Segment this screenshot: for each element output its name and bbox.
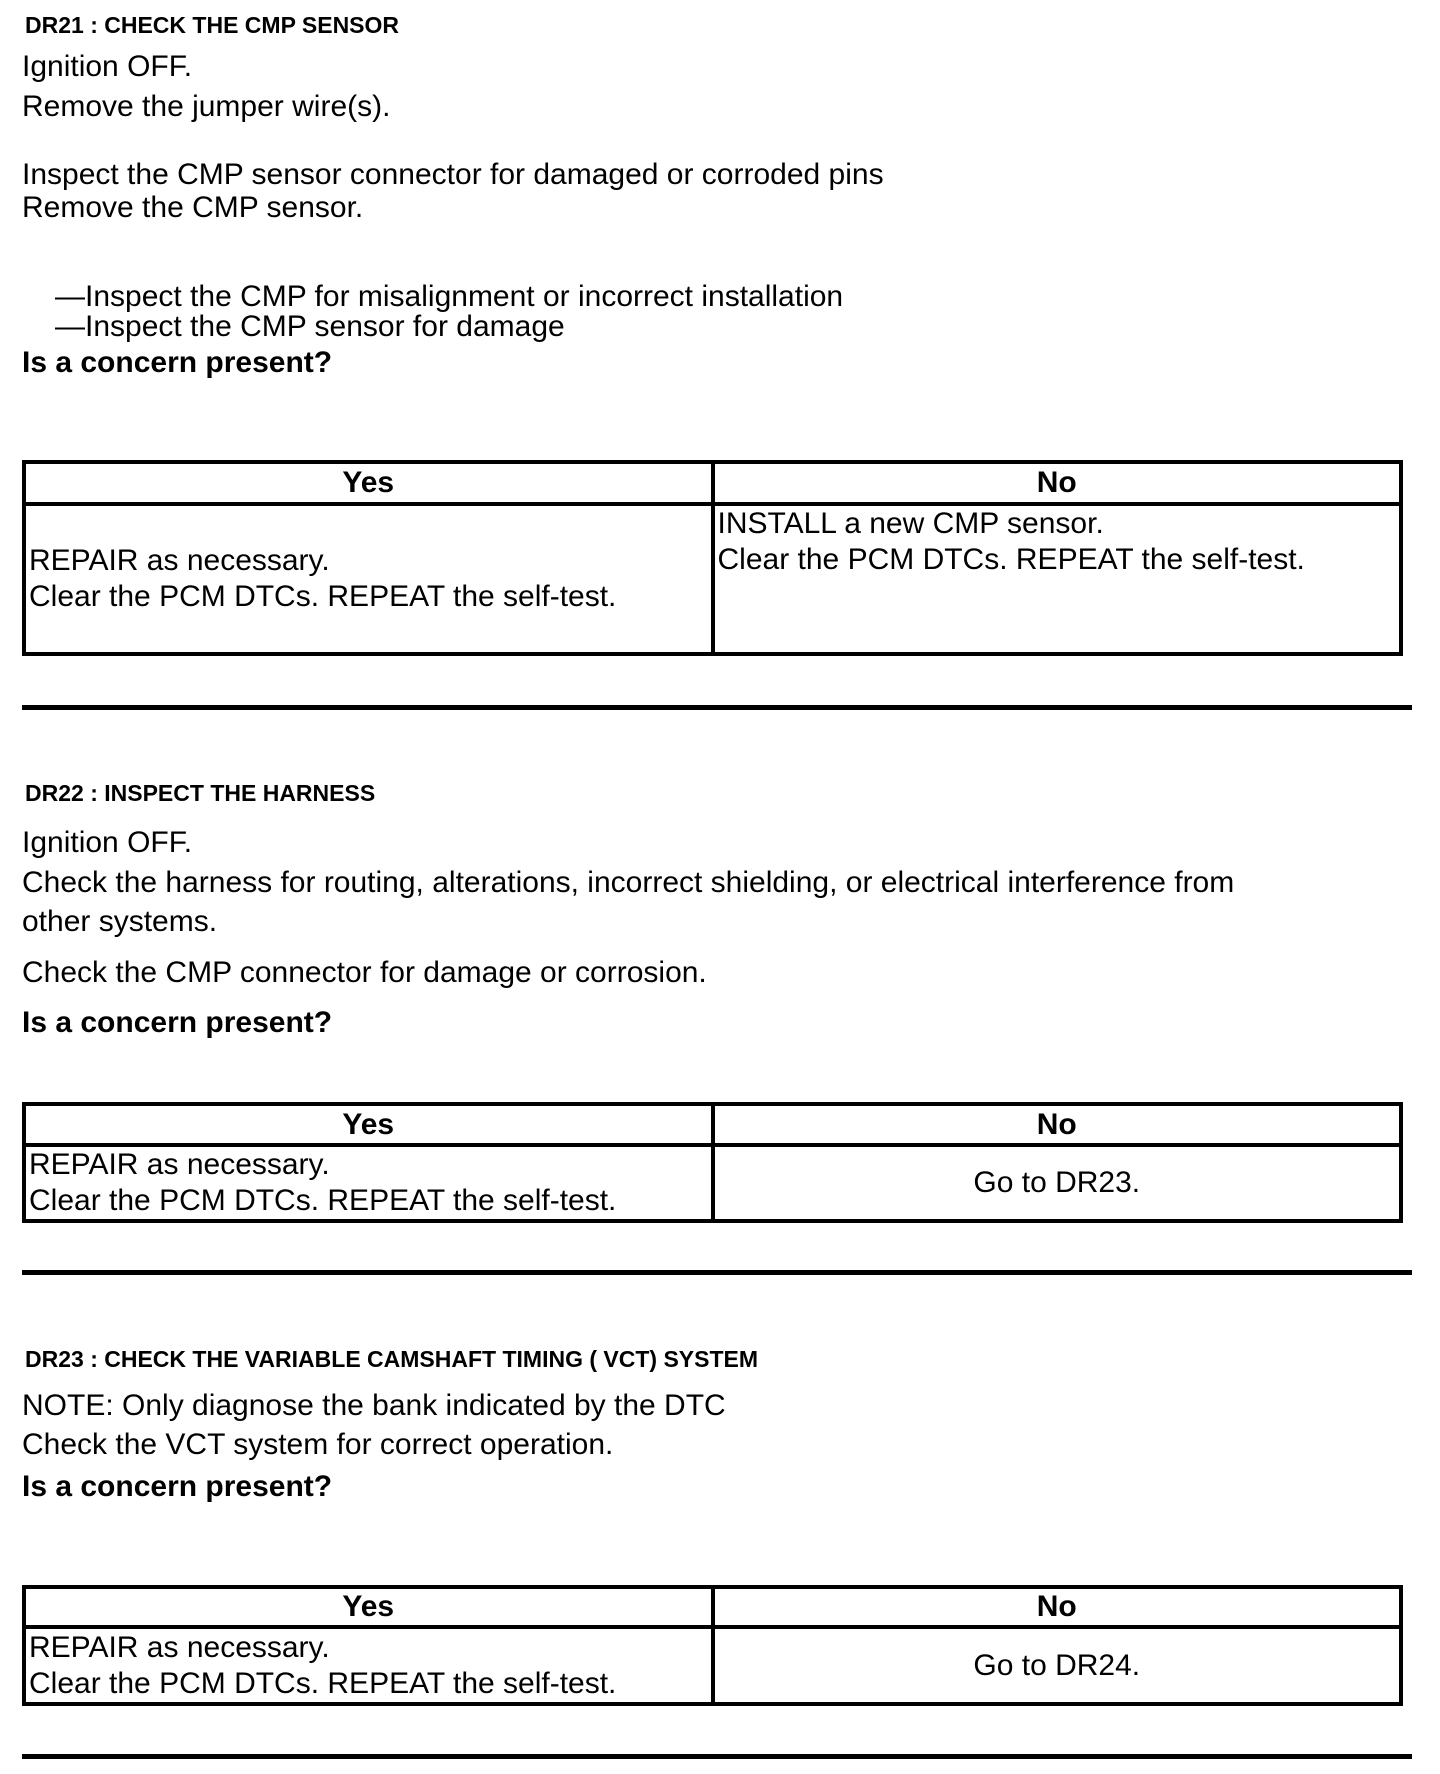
no-cell [713, 504, 1402, 654]
yes-action-line: REPAIR as necessary. [29, 544, 330, 577]
yes-header: Yes [24, 1587, 713, 1627]
result-table [22, 1585, 1403, 1706]
instruction-line: Remove the CMP sensor. [22, 191, 364, 224]
yes-action-line: REPAIR as necessary. [29, 1148, 330, 1181]
instruction-line: Check the harness for routing, alterations, incorrect shielding, or electrical interference from [22, 866, 1235, 899]
yes-header: Yes [24, 462, 713, 504]
result-table [22, 460, 1403, 656]
yes-action-line: Clear the PCM DTCs. REPEAT the self-test. [29, 580, 617, 613]
yes-cell [24, 1627, 713, 1704]
instruction-line: Remove the jumper wire(s). [22, 90, 391, 123]
yes-action-line: Clear the PCM DTCs. REPEAT the self-test. [29, 1666, 617, 1700]
step-heading: DR21 : CHECK THE CMP SENSOR [25, 12, 400, 38]
no-action-line: Go to DR23. [973, 1166, 1141, 1199]
instruction-line: Ignition OFF. [22, 50, 193, 83]
no-header: No [713, 1587, 1402, 1627]
bullet-item: —Inspect the CMP for misalignment or incorrect installation [55, 280, 844, 313]
yes-action-line: REPAIR as necessary. [29, 1630, 330, 1664]
section-divider [22, 1754, 1412, 1759]
yes-cell [24, 1145, 713, 1221]
yes-header: Yes [24, 1104, 713, 1145]
result-table [22, 1102, 1403, 1223]
instruction-line: Ignition OFF. [22, 826, 193, 859]
no-action-line: Clear the PCM DTCs. REPEAT the self-test. [717, 543, 1305, 576]
no-header: No [713, 462, 1402, 504]
no-action-line: INSTALL a new CMP sensor. [717, 507, 1104, 540]
concern-question: Is a concern present? [22, 1470, 333, 1503]
no-header: No [713, 1104, 1402, 1145]
instruction-line: other systems. [22, 905, 218, 938]
instruction-line: Check the CMP connector for damage or corrosion. [22, 956, 707, 989]
section-divider [22, 705, 1412, 710]
no-action-line: Go to DR24. [973, 1648, 1141, 1682]
no-cell [713, 1145, 1402, 1221]
concern-question: Is a concern present? [22, 1006, 333, 1039]
instruction-line: Check the VCT system for correct operation. [22, 1428, 614, 1461]
yes-cell [24, 504, 713, 654]
bullet-item: —Inspect the CMP sensor for damage [55, 310, 565, 343]
step-heading: DR23 : CHECK THE VARIABLE CAMSHAFT TIMING ( VCT) SYSTEM [25, 1346, 759, 1372]
yes-action-line: Clear the PCM DTCs. REPEAT the self-test. [29, 1184, 617, 1217]
concern-question: Is a concern present? [22, 346, 333, 379]
section-divider [22, 1270, 1412, 1275]
no-cell [713, 1627, 1402, 1704]
instruction-line: Inspect the CMP sensor connector for damaged or corroded pins [22, 158, 884, 191]
step-heading: DR22 : INSPECT THE HARNESS [25, 780, 376, 806]
instruction-line: NOTE: Only diagnose the bank indicated by the DTC [22, 1389, 726, 1422]
